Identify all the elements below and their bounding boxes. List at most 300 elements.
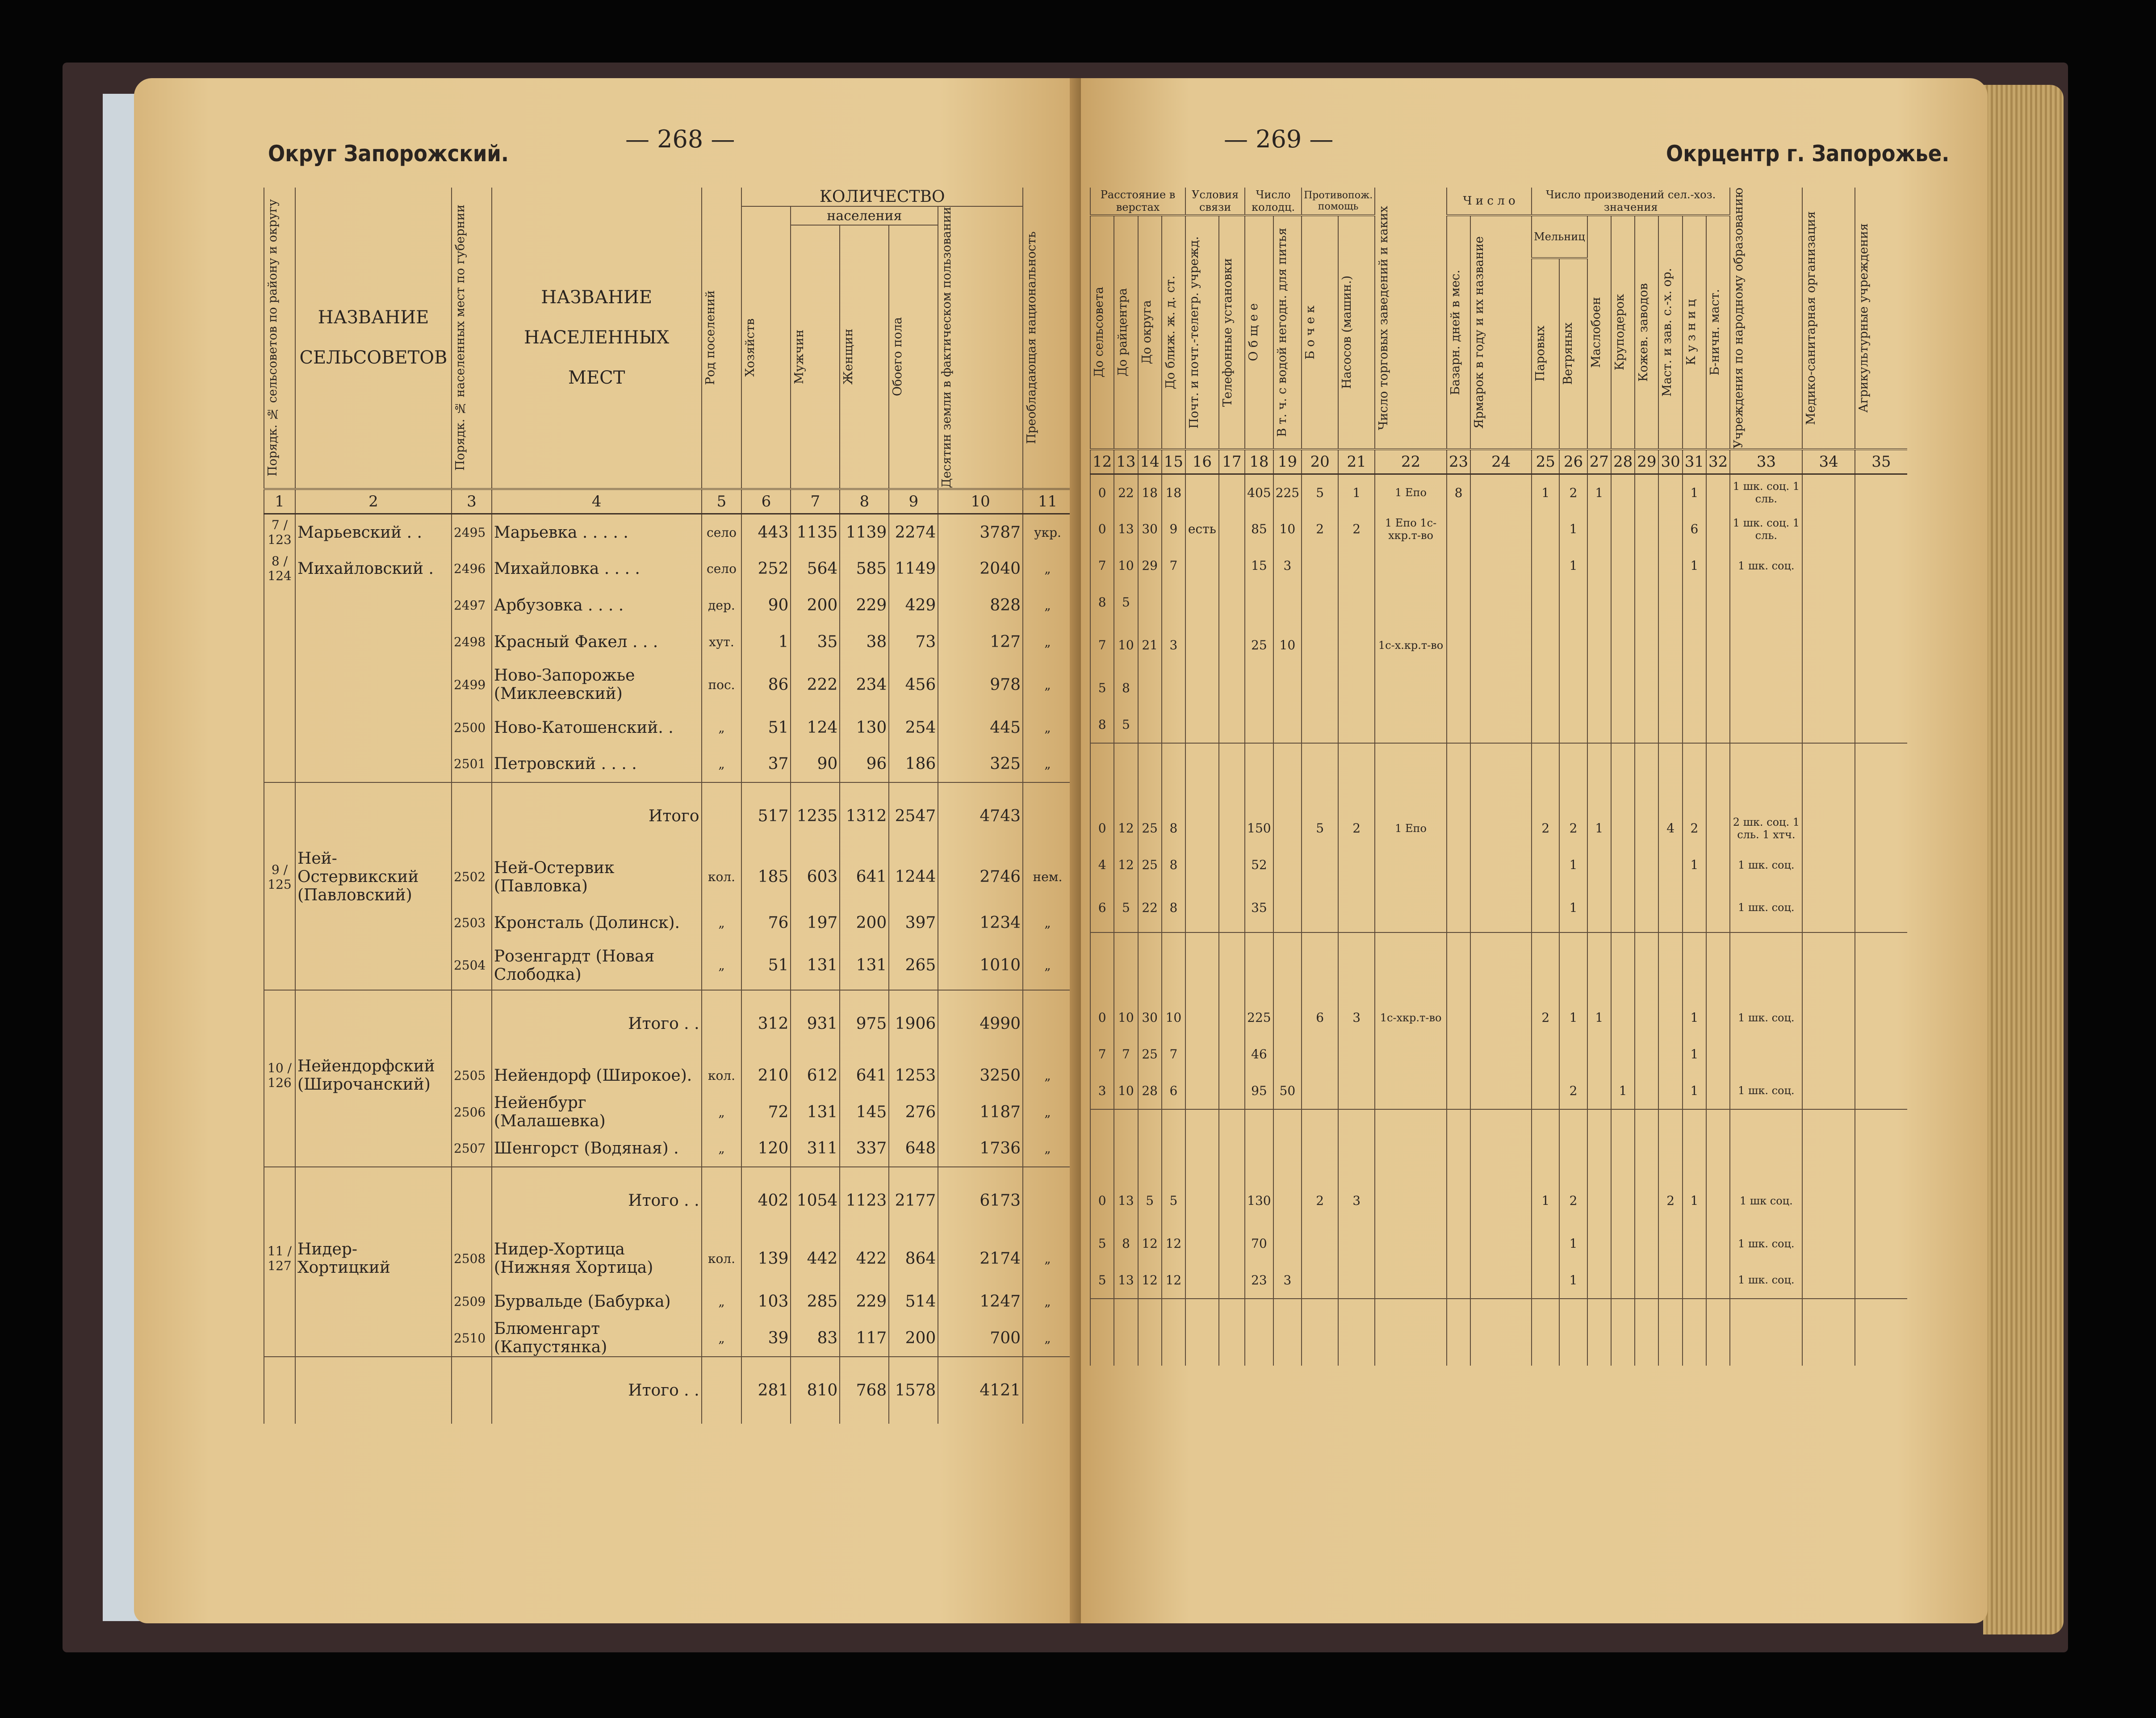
bazar-days-cell [1447, 1262, 1470, 1299]
bazar-days-cell [1447, 584, 1470, 621]
education-cell: 1 шк. соц. [1730, 883, 1802, 932]
left-page-number: — 268 — [625, 125, 735, 153]
agri-workshops-cell [1658, 883, 1682, 932]
wells-total-cell: 46 [1245, 1036, 1273, 1073]
column-number: 21 [1338, 449, 1375, 474]
women-cell: 337 [840, 1130, 889, 1167]
land-cell: 1234 [938, 904, 1023, 941]
gub-number-cell: 2496 [452, 550, 492, 587]
telephone-cell [1219, 1036, 1245, 1073]
steam-mills-cell [1532, 847, 1559, 883]
dist-council-cell [1090, 1109, 1114, 1176]
bazar-days-cell [1447, 621, 1470, 670]
council-cell [295, 746, 452, 782]
col-group-wells: Число колодц. [1245, 188, 1302, 215]
telephone-cell [1219, 474, 1245, 511]
ord-cell: 8 / 124 [264, 550, 295, 587]
land-cell: 1010 [938, 941, 1023, 990]
gub-number-cell: 2503 [452, 904, 492, 941]
dist-district-cell [1114, 1109, 1138, 1176]
households-cell: 90 [741, 587, 791, 623]
smithies-cell [1683, 706, 1706, 743]
wells-bad-cell: 10 [1273, 621, 1302, 670]
fairs-cell [1470, 511, 1532, 548]
dist-council-cell: 4 [1090, 847, 1114, 883]
wells-total-cell: 225 [1245, 999, 1273, 1036]
men-cell: 442 [791, 1234, 840, 1283]
column-number: 34 [1802, 449, 1855, 474]
dist-railway-cell: 10 [1162, 999, 1185, 1036]
column-number: 31 [1683, 449, 1706, 474]
table-row [1090, 511, 1907, 548]
column-number: 1 [264, 489, 295, 514]
nationality-cell: „ [1023, 1320, 1072, 1357]
telephone-cell [1219, 743, 1245, 810]
bazar-days-cell [1447, 743, 1470, 810]
education-cell [1730, 670, 1802, 706]
agri-workshops-cell [1658, 1299, 1682, 1366]
col-head-9: Обоего пола [889, 225, 938, 489]
other-workshops-cell [1706, 1176, 1730, 1225]
right-page-number: — 269 — [1224, 125, 1334, 153]
barrels-cell [1302, 743, 1338, 810]
telephone-cell [1219, 1176, 1245, 1225]
dist-okrug-cell [1138, 584, 1162, 621]
dist-okrug-cell: 5 [1138, 1176, 1162, 1225]
council-cell: Михайловский . [295, 550, 452, 587]
council-cell [295, 990, 452, 1057]
wells-bad-cell [1273, 810, 1302, 847]
place-name-cell: Ново-Запорожье (Миклеевский) [492, 660, 702, 709]
nationality-cell: „ [1023, 941, 1072, 990]
dist-railway-cell: 5 [1162, 1176, 1185, 1225]
settlement-kind-cell: „ [702, 1320, 742, 1357]
table-row [264, 514, 1072, 550]
settlement-kind-cell: пос. [702, 660, 742, 709]
wells-bad-cell: 50 [1273, 1073, 1302, 1109]
council-cell [295, 1357, 452, 1424]
council-cell [295, 709, 452, 746]
smithies-cell: 1 [1683, 1073, 1706, 1109]
smithies-cell [1683, 743, 1706, 810]
table-row [264, 1283, 1072, 1320]
col-head-34: Медико-санитарная организация [1802, 188, 1855, 449]
land-cell: 828 [938, 587, 1023, 623]
fairs-cell [1470, 621, 1532, 670]
wells-total-cell [1245, 932, 1273, 999]
gub-number-cell: 2497 [452, 587, 492, 623]
tanneries-cell [1635, 1299, 1658, 1366]
fairs-cell [1470, 743, 1532, 810]
medical-cell [1802, 883, 1855, 932]
column-number: 23 [1447, 449, 1470, 474]
trade-cell [1375, 1299, 1447, 1366]
dist-district-cell: 12 [1114, 810, 1138, 847]
dist-okrug-cell [1138, 932, 1162, 999]
medical-cell [1802, 621, 1855, 670]
telephone-cell [1219, 1299, 1245, 1366]
wells-bad-cell [1273, 743, 1302, 810]
agricultural-cell [1855, 1262, 1907, 1299]
column-number: 20 [1302, 449, 1338, 474]
land-cell: 445 [938, 709, 1023, 746]
dist-okrug-cell [1138, 1299, 1162, 1366]
total-population-cell: 186 [889, 746, 938, 782]
wind-mills-cell: 2 [1559, 1073, 1587, 1109]
smithies-cell [1683, 1109, 1706, 1176]
grits-mills-cell [1611, 1299, 1635, 1366]
tanneries-cell [1635, 1225, 1658, 1262]
women-cell: 38 [840, 623, 889, 660]
education-cell: 1 шк. соц. [1730, 1073, 1802, 1109]
smithies-cell: 6 [1683, 511, 1706, 548]
oil-mills-cell [1587, 1073, 1611, 1109]
wind-mills-cell: 1 [1559, 1225, 1587, 1262]
education-cell: 1 шк. соц. [1730, 1262, 1802, 1299]
bazar-days-cell [1447, 1073, 1470, 1109]
oil-mills-cell [1587, 621, 1611, 670]
education-cell [1730, 1109, 1802, 1176]
nationality-cell: нем. [1023, 849, 1072, 904]
other-workshops-cell [1706, 810, 1730, 847]
wells-total-cell: 95 [1245, 1073, 1273, 1109]
education-cell: 1 шк. соц. [1730, 847, 1802, 883]
bazar-days-cell [1447, 847, 1470, 883]
wind-mills-cell: 2 [1559, 810, 1587, 847]
agri-workshops-cell: 4 [1658, 810, 1682, 847]
steam-mills-cell [1532, 883, 1559, 932]
pumps-cell [1338, 932, 1375, 999]
households-cell: 517 [741, 782, 791, 849]
agri-workshops-cell [1658, 584, 1682, 621]
total-row [264, 1357, 1072, 1424]
column-number: 29 [1635, 449, 1658, 474]
dist-railway-cell [1162, 932, 1185, 999]
wells-total-cell [1245, 1299, 1273, 1366]
land-cell: 978 [938, 660, 1023, 709]
other-workshops-cell [1706, 670, 1730, 706]
col-head-6: Хозяйств [741, 206, 791, 489]
oil-mills-cell [1587, 548, 1611, 584]
place-name-cell: Итого . . [492, 990, 702, 1057]
place-name-cell: Нейендорф (Широкое). [492, 1057, 702, 1094]
total-row [1090, 1299, 1907, 1366]
agri-workshops-cell [1658, 706, 1682, 743]
gub-number-cell [452, 990, 492, 1057]
place-name-cell: Михайловка . . . . [492, 550, 702, 587]
table-row [1090, 584, 1907, 621]
nationality-cell: „ [1023, 660, 1072, 709]
dist-railway-cell [1162, 706, 1185, 743]
trade-cell: 1 Епо 1с-хкр.т-во [1375, 511, 1447, 548]
gub-number-cell [452, 782, 492, 849]
agri-workshops-cell [1658, 1225, 1682, 1262]
pumps-cell [1338, 847, 1375, 883]
place-name-cell: Блюменгарт (Капустянка) [492, 1320, 702, 1357]
table-row [264, 941, 1072, 990]
table-row [264, 1057, 1072, 1094]
column-number: 28 [1611, 449, 1635, 474]
fairs-cell [1470, 706, 1532, 743]
men-cell: 200 [791, 587, 840, 623]
dist-district-cell: 10 [1114, 999, 1138, 1036]
land-cell: 700 [938, 1320, 1023, 1357]
dist-railway-cell: 7 [1162, 1036, 1185, 1073]
oil-mills-cell [1587, 883, 1611, 932]
tanneries-cell [1635, 621, 1658, 670]
col-head-3: Порядк. № населенных мест по губернии [452, 188, 492, 489]
wells-total-cell: 23 [1245, 1262, 1273, 1299]
grits-mills-cell [1611, 511, 1635, 548]
post-office-cell [1185, 670, 1219, 706]
left-column-numbers [264, 489, 1072, 514]
telephone-cell [1219, 932, 1245, 999]
total-population-cell: 1906 [889, 990, 938, 1057]
bazar-days-cell [1447, 1036, 1470, 1073]
agricultural-cell [1855, 932, 1907, 999]
settlement-kind-cell: „ [702, 746, 742, 782]
place-name-cell: Розенгардт (Новая Слободка) [492, 941, 702, 990]
grits-mills-cell [1611, 1109, 1635, 1176]
dist-district-cell: 5 [1114, 706, 1138, 743]
col-head-29: Кожев. заводов [1635, 215, 1658, 449]
barrels-cell [1302, 847, 1338, 883]
smithies-cell [1683, 883, 1706, 932]
dist-okrug-cell: 30 [1138, 511, 1162, 548]
column-number: 7 [791, 489, 840, 514]
steam-mills-cell [1532, 1299, 1559, 1366]
other-workshops-cell [1706, 706, 1730, 743]
column-number: 22 [1375, 449, 1447, 474]
dist-district-cell: 13 [1114, 1262, 1138, 1299]
ord-cell [264, 660, 295, 709]
dist-okrug-cell: 25 [1138, 1036, 1162, 1073]
dist-okrug-cell: 18 [1138, 474, 1162, 511]
wind-mills-cell: 1 [1559, 1262, 1587, 1299]
nationality-cell: „ [1023, 1283, 1072, 1320]
gub-number-cell: 2501 [452, 746, 492, 782]
oil-mills-cell [1587, 511, 1611, 548]
tanneries-cell [1635, 847, 1658, 883]
total-row [1090, 743, 1907, 810]
gub-number-cell: 2500 [452, 709, 492, 746]
oil-mills-cell [1587, 584, 1611, 621]
medical-cell [1802, 810, 1855, 847]
dist-railway-cell: 3 [1162, 621, 1185, 670]
telephone-cell [1219, 999, 1245, 1036]
fairs-cell [1470, 1036, 1532, 1073]
place-name-cell: Петровский . . . . [492, 746, 702, 782]
education-cell: 1 шк соц. [1730, 1176, 1802, 1225]
barrels-cell [1302, 706, 1338, 743]
pumps-cell [1338, 1299, 1375, 1366]
education-cell [1730, 1299, 1802, 1366]
land-cell: 3787 [938, 514, 1023, 550]
table-row [1090, 810, 1907, 847]
col-head-12: До сельсовета [1090, 215, 1114, 449]
post-office-cell [1185, 1036, 1219, 1073]
barrels-cell [1302, 621, 1338, 670]
education-cell: 1 шк. соц. 1 сль. [1730, 511, 1802, 548]
column-number: 19 [1273, 449, 1302, 474]
land-cell: 4121 [938, 1357, 1023, 1424]
column-number: 33 [1730, 449, 1802, 474]
education-cell: 1 шк. соц. [1730, 999, 1802, 1036]
post-office-cell [1185, 743, 1219, 810]
wells-bad-cell [1273, 670, 1302, 706]
col-head-31: К у з н и ц [1683, 215, 1706, 449]
wells-total-cell [1245, 670, 1273, 706]
land-cell: 4990 [938, 990, 1023, 1057]
barrels-cell: 6 [1302, 999, 1338, 1036]
barrels-cell: 2 [1302, 511, 1338, 548]
dist-council-cell: 5 [1090, 1225, 1114, 1262]
dist-council-cell: 0 [1090, 474, 1114, 511]
dist-district-cell: 10 [1114, 621, 1138, 670]
trade-cell [1375, 706, 1447, 743]
table-row [264, 849, 1072, 904]
tanneries-cell [1635, 883, 1658, 932]
nationality-cell: „ [1023, 1057, 1072, 1094]
men-cell: 131 [791, 941, 840, 990]
agri-workshops-cell [1658, 847, 1682, 883]
total-population-cell: 276 [889, 1094, 938, 1130]
nationality-cell: „ [1023, 587, 1072, 623]
bazar-days-cell [1447, 548, 1470, 584]
total-population-cell: 397 [889, 904, 938, 941]
agricultural-cell [1855, 847, 1907, 883]
oil-mills-cell [1587, 1299, 1611, 1366]
steam-mills-cell [1532, 743, 1559, 810]
trade-cell [1375, 1225, 1447, 1262]
total-population-cell: 1149 [889, 550, 938, 587]
other-workshops-cell [1706, 474, 1730, 511]
col-head-10: Десятин земли в фактическом пользовании [938, 206, 1023, 489]
place-name-cell: Кронсталь (Долинск). [492, 904, 702, 941]
dist-railway-cell: 9 [1162, 511, 1185, 548]
wells-total-cell: 25 [1245, 621, 1273, 670]
agricultural-cell [1855, 1299, 1907, 1366]
dist-okrug-cell: 29 [1138, 548, 1162, 584]
agri-workshops-cell [1658, 1109, 1682, 1176]
dist-okrug-cell [1138, 706, 1162, 743]
wind-mills-cell: 2 [1559, 1176, 1587, 1225]
column-number: 9 [889, 489, 938, 514]
post-office-cell [1185, 810, 1219, 847]
dist-council-cell [1090, 1299, 1114, 1366]
col-head-28: Круподерок [1611, 215, 1635, 449]
table-row [264, 550, 1072, 587]
men-cell: 197 [791, 904, 840, 941]
col-head-22: Число торговых заведений и каких [1375, 188, 1447, 449]
women-cell: 145 [840, 1094, 889, 1130]
dist-district-cell: 5 [1114, 883, 1138, 932]
barrels-cell [1302, 932, 1338, 999]
dist-district-cell: 12 [1114, 847, 1138, 883]
total-population-cell: 648 [889, 1130, 938, 1167]
wells-total-cell [1245, 584, 1273, 621]
col-head-1: Порядк. № сельсоветов по району и округу [264, 188, 295, 489]
women-cell: 229 [840, 1283, 889, 1320]
agricultural-cell [1855, 706, 1907, 743]
women-cell: 585 [840, 550, 889, 587]
barrels-cell [1302, 1073, 1338, 1109]
pumps-cell [1338, 584, 1375, 621]
steam-mills-cell [1532, 548, 1559, 584]
column-number: 14 [1138, 449, 1162, 474]
households-cell: 210 [741, 1057, 791, 1094]
dist-district-cell: 7 [1114, 1036, 1138, 1073]
fairs-cell [1470, 1262, 1532, 1299]
tanneries-cell [1635, 584, 1658, 621]
wind-mills-cell: 1 [1559, 999, 1587, 1036]
post-office-cell [1185, 1176, 1219, 1225]
households-cell: 103 [741, 1283, 791, 1320]
pumps-cell [1338, 548, 1375, 584]
column-number: 26 [1559, 449, 1587, 474]
smithies-cell [1683, 1225, 1706, 1262]
steam-mills-cell [1532, 1109, 1559, 1176]
bazar-days-cell [1447, 999, 1470, 1036]
households-cell: 312 [741, 990, 791, 1057]
agricultural-cell [1855, 621, 1907, 670]
place-name-cell: Шенгорст (Водяная) . [492, 1130, 702, 1167]
settlement-kind-cell: кол. [702, 849, 742, 904]
barrels-cell: 2 [1302, 1176, 1338, 1225]
wells-total-cell [1245, 706, 1273, 743]
wells-total-cell: 130 [1245, 1176, 1273, 1225]
gub-number-cell: 2504 [452, 941, 492, 990]
wind-mills-cell [1559, 621, 1587, 670]
dist-district-cell: 10 [1114, 1073, 1138, 1109]
dist-railway-cell [1162, 1299, 1185, 1366]
ord-cell [264, 1357, 295, 1424]
trade-cell: 1с-х.кр.т-во [1375, 621, 1447, 670]
nationality-cell: „ [1023, 709, 1072, 746]
medical-cell [1802, 706, 1855, 743]
pumps-cell: 2 [1338, 810, 1375, 847]
column-number: 35 [1855, 449, 1907, 474]
col-head-33: Учреждения по народному образованию [1730, 188, 1802, 449]
fairs-cell [1470, 1109, 1532, 1176]
column-number: 25 [1532, 449, 1559, 474]
total-population-cell: 2274 [889, 514, 938, 550]
pumps-cell [1338, 621, 1375, 670]
council-cell [295, 941, 452, 990]
nationality-cell: „ [1023, 1094, 1072, 1130]
land-cell: 127 [938, 623, 1023, 660]
oil-mills-cell [1587, 847, 1611, 883]
place-name-cell: Бурвальде (Бабурка) [492, 1283, 702, 1320]
col-head-24: Ярмарок в году и их название [1470, 215, 1532, 449]
col-head-23: Базарн. дней в мес. [1447, 215, 1470, 449]
steam-mills-cell [1532, 1225, 1559, 1262]
total-population-cell: 265 [889, 941, 938, 990]
medical-cell [1802, 847, 1855, 883]
total-row [264, 1167, 1072, 1234]
council-cell: Ней-Остервикский (Павловский) [295, 849, 452, 904]
post-office-cell [1185, 584, 1219, 621]
grits-mills-cell [1611, 670, 1635, 706]
dist-district-cell: 8 [1114, 1225, 1138, 1262]
other-workshops-cell [1706, 511, 1730, 548]
wells-total-cell: 70 [1245, 1225, 1273, 1262]
total-population-cell: 456 [889, 660, 938, 709]
telephone-cell [1219, 883, 1245, 932]
column-number: 6 [741, 489, 791, 514]
oil-mills-cell [1587, 1036, 1611, 1073]
col-head-20: Б о ч е к [1302, 215, 1338, 449]
